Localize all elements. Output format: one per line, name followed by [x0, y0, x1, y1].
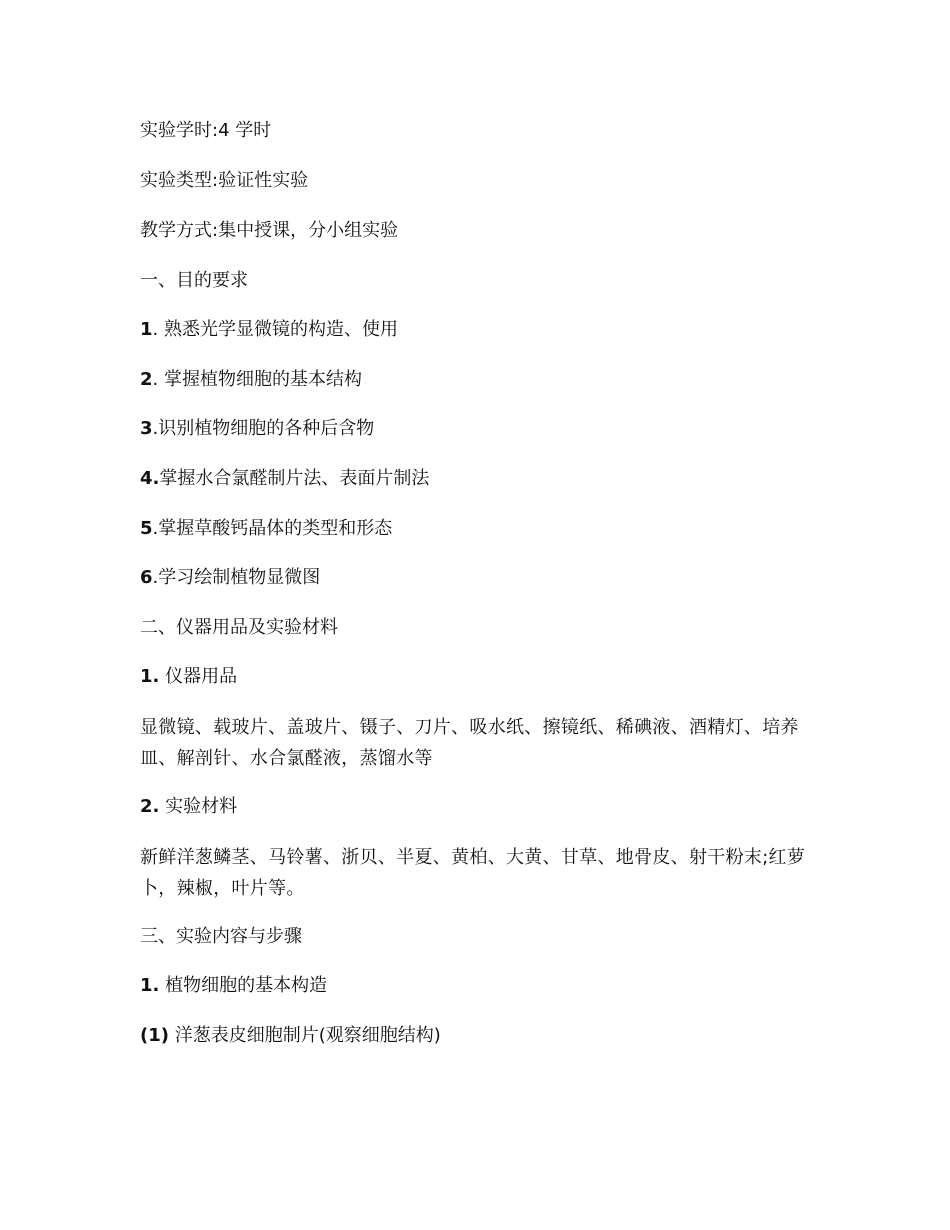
- subheading-materials: [140, 792, 820, 822]
- subheading-instruments: [140, 662, 820, 692]
- requirement-number: 3: [140, 418, 153, 439]
- requirement-item-1: [140, 315, 820, 345]
- subheading-number: 2.: [140, 796, 160, 817]
- step-text: 植物细胞的基本构造: [159, 975, 328, 996]
- requirement-item-3: [140, 414, 820, 444]
- requirement-text: 掌握水合氯醛制片法、表面片制法: [159, 468, 430, 489]
- lab-type-line: 实验类型:验证性实验: [140, 170, 309, 191]
- requirement-text: .学习绘制植物显微图: [152, 567, 321, 588]
- step-number: (1): [140, 1025, 169, 1046]
- step-heading-1: [140, 971, 820, 1001]
- subheading-number: 1.: [140, 666, 160, 687]
- requirement-text: .识别植物细胞的各种后含物: [152, 418, 375, 439]
- requirement-item-2: [140, 365, 820, 395]
- section-heading-objectives: 一、目的要求: [140, 270, 248, 291]
- requirement-number: 2: [140, 369, 153, 390]
- materials-paragraph: 新鲜洋葱鳞茎、马铃薯、浙贝、半夏、黄柏、大黄、甘草、地骨皮、射干粉末;红萝卜，辣椒，叶片等。: [140, 847, 806, 899]
- lab-hours-line: 实验学时:4 学时: [140, 120, 272, 141]
- section-heading-equipment: 二、仪器用品及实验材料: [140, 617, 338, 638]
- requirement-text: . 掌握植物细胞的基本结构: [152, 369, 362, 390]
- teaching-method-line: 教学方式:集中授课，分小组实验: [140, 220, 399, 241]
- requirement-item-5: [140, 514, 820, 544]
- requirement-number: 4.: [140, 468, 160, 489]
- requirement-number: 5: [140, 518, 153, 539]
- requirement-number: 6: [140, 567, 153, 588]
- requirement-text: .掌握草酸钙晶体的类型和形态: [152, 518, 393, 539]
- instruments-paragraph: 显微镜、载玻片、盖玻片、镊子、刀片、吸水纸、擦镜纸、稀碘液、酒精灯、培养皿、解剖针、水合氯醛液，蒸馏水等: [140, 717, 799, 769]
- step-text: 洋葱表皮细胞制片(观察细胞结构): [168, 1025, 441, 1046]
- subheading-text: 仪器用品: [159, 666, 238, 687]
- requirement-item-6: [140, 563, 820, 593]
- requirement-number: 1: [140, 319, 153, 340]
- subheading-text: 实验材料: [159, 796, 238, 817]
- requirement-text: . 熟悉光学显微镜的构造、使用: [152, 319, 398, 340]
- section-heading-procedure: 三、实验内容与步骤: [140, 926, 302, 947]
- step-heading-1a: [140, 1021, 820, 1051]
- requirement-item-4: [140, 464, 820, 494]
- step-number: 1.: [140, 975, 160, 996]
